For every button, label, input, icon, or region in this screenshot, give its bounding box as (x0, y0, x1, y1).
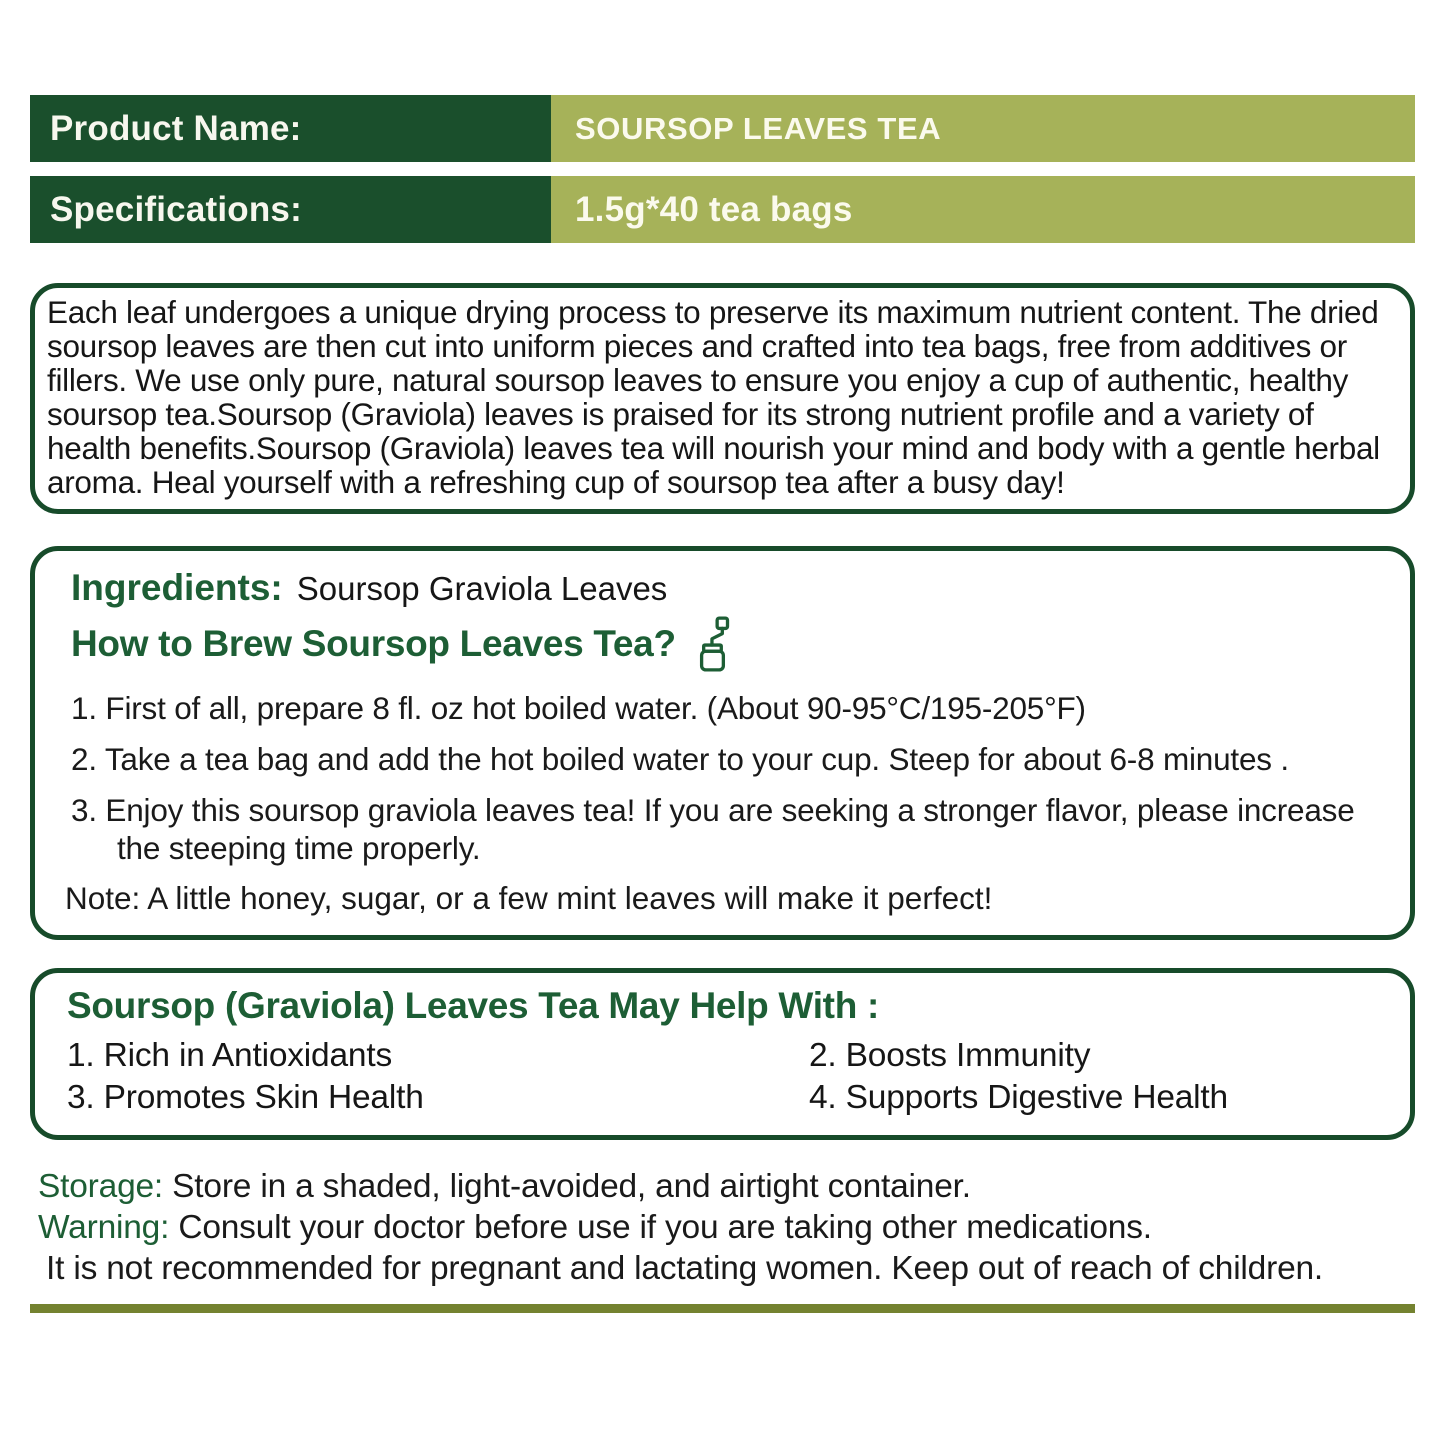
product-name-label: Product Name: (30, 95, 551, 162)
brew-step-3: 3. Enjoy this soursop graviola leaves tea! If you are seeking a stronger flavor, please increase the steeping time properly. (71, 792, 1355, 866)
benefit-item-2: 2. Boosts Immunity (809, 1037, 1091, 1074)
storage-line (38, 1166, 1415, 1207)
storage-label: Storage: (38, 1168, 164, 1205)
warning-text-1: Consult your doctor before use if you are taking other medications. (178, 1209, 1152, 1246)
description-box (30, 283, 1415, 514)
brew-box (30, 546, 1415, 940)
bottom-divider-bar (30, 1304, 1415, 1313)
benefit-item-4: 4. Supports Digestive Health (809, 1079, 1228, 1116)
ingredients-line (71, 567, 1392, 609)
benefits-box (30, 968, 1415, 1140)
benefits-title: Soursop (Graviola) Leaves Tea May Help With : (67, 985, 880, 1026)
warning-line-2: It is not recommended for pregnant and lactating women. Keep out of reach of children. (46, 1250, 1324, 1287)
benefit-item-1: 1. Rich in Antioxidants (67, 1037, 393, 1074)
brew-steps (71, 689, 1392, 867)
ingredients-value: Soursop Graviola Leaves (296, 570, 668, 607)
brew-step-2: 2. Take a tea bag and add the hot boiled water to your cup. Steep for about 6-8 minutes . (71, 741, 1289, 777)
benefit-item-3: 3. Promotes Skin Health (67, 1079, 424, 1116)
product-name-value: SOURSOP LEAVES TEA (551, 95, 1415, 162)
header-table (30, 95, 1415, 243)
description-text: Each leaf undergoes a unique drying process to preserve its maximum nutrient content. The dried soursop leaves are then cut into uniform pieces and crafted into tea bags, free from additives or fillers. We use only pure, natural soursop leaves to ensure you enjoy a cup of authentic, healthy soursop tea.Soursop (Graviola) leaves is praised for its strong nutrient profile and a variety of health benefits.Soursop (Graviola) leaves tea will nourish your mind and body with a gentle herbal aroma. Heal yourself with a refreshing cup of soursop tea after a busy day! (47, 294, 1380, 500)
product-name-row (30, 95, 1415, 162)
ingredients-label: Ingredients: (71, 567, 283, 608)
benefits-list (67, 1035, 1392, 1119)
specifications-row (30, 176, 1415, 243)
warning-label: Warning: (38, 1209, 170, 1246)
specifications-value: 1.5g*40 tea bags (551, 176, 1415, 243)
storage-text: Store in a shaded, light-avoided, and airtight container. (172, 1168, 971, 1205)
warning-line (38, 1207, 1415, 1248)
how-to-brew-line (71, 615, 1392, 673)
storage-warning-section (30, 1166, 1415, 1289)
brew-note: Note: A little honey, sugar, or a few mint leaves will make it perfect! (65, 880, 993, 916)
teabag-icon (692, 615, 734, 673)
how-to-brew-title: How to Brew Soursop Leaves Tea? (71, 623, 676, 664)
brew-step-1: 1. First of all, prepare 8 fl. oz hot boiled water. (About 90-95°C/195-205°F) (71, 690, 1086, 726)
specifications-label: Specifications: (30, 176, 551, 243)
